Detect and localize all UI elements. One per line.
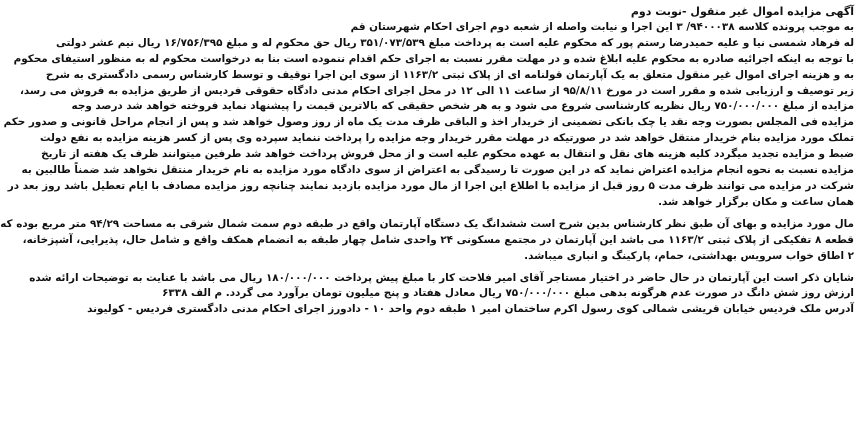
paragraph-line: شایان ذکر است این آپارتمان در حال حاضر در اختیار مستاجر آقای امیر فلاحت کار با مبلغ پیش پرداخت ۱۸۰/۰۰۰/۰۰۰ ریال می باشد با عنایت به توضیحات ارائه شده: [29, 271, 854, 284]
paragraph-line: شرکت در مزایده می توانند ظرف مدت ۵ روز قبل از مزایده با اطلاع این اجرا از مال مورد مزایده بازدید نمایند چنانچه روز مزایده مصادف با ایام تعطیل باشد روز بعد در: [7, 179, 854, 192]
paragraph-line: مزایده فی المجلس بصورت وجه نقد یا چک بانکی تضمینی از خریدار اخذ و الباقی ظرف مدت یک ماه از روز وصول خواهد شد و پس از انجام مراحل قانونی و صدور حکم: [3, 116, 854, 129]
paragraph-line: همان ساعت و مکان برگزار خواهد شد.: [658, 195, 854, 208]
notice-title: آگهی مزایده اموال غیر منقول -نوبت دوم: [630, 5, 854, 18]
notice-paragraph-property: [0, 217, 854, 265]
paragraph-line: ۲ اطاق خواب سرویس بهداشتی، حمام، پارکینگ و انباری میباشد.: [524, 249, 854, 262]
paragraph-line: مزایده از مبلغ ۷۵۰/۰۰۰/۰۰۰ ریال نظریه کارشناسی شروع می شود و به هر شخص حقیقی که بالاترین قیمت را پیشنهاد نماید فروخته خواهد شد درصد وجه: [71, 100, 854, 113]
paragraph-line: با توجه به اینکه اجرائیه صادره به محکوم علیه ابلاغ شده و در مهلت مقرر نسبت به اجرای حکم اقدام ننموده است بنا به درخواست محکوم له به منظور استیفای محکوم: [13, 52, 854, 65]
paragraph-line: ضبط و مزایده تجدید میگردد کلیه هزینه های نقل و انتقال به عهده محکوم علیه است و از محل فروش پرداخت خواهد شد طرفین میتوانند ظرف یک هفته از تاریخ: [41, 148, 854, 161]
paragraph-line: زیر توصیف و ارزیابی شده و مقرر است در مورخ ۹۵/۸/۱۱ از ساعت ۱۱ الی ۱۲ در محل اجرای احکام مدنی دادگاه حقوقی فردیس از طریق مزایده به فروش می رسد،: [19, 84, 854, 97]
paragraph-line: قطعه ۸ تفکیکی از پلاک ثبتی ۱۱۶۳/۲ می باشد این آپارتمان در مجتمع مسکونی ۲۴ واحدی شامل چهار طبقه به انضمام همکف واقع و شامل حال، پذیرایی، آشپزخانه،: [22, 233, 854, 246]
paragraph-line: تملک مورد مزایده بنام خریدار منتقل خواهد شد در صورتیکه در مهلت مقرر خریدار وجه مزایده را پرداخت ننماید سپرده وی پس از کسر هزینه مزایده به نفع دولت: [40, 132, 854, 145]
paragraph-line: به و هزینه اجرای اموال غیر منقول متعلق به یک آپارتمان قولنامه ای از پلاک ثبتی ۱۱۶۳/۲ از سوی این اجرا توقیف و توسط کارشناس رسمی دادگستری به شرح: [45, 68, 854, 81]
paragraph-line: ارزش روز شش دانگ در صورت عدم هرگونه بدهی مبلغ ۷۵۰/۰۰۰/۰۰۰ ریال معادل هفتاد و پنج میلیون تومان برآورد می گردد. م الف ۶۳۳۸: [162, 287, 854, 300]
notice-paragraph-terms: [3, 20, 854, 211]
paragraph-line: به موجب پرونده کلاسه ۹۴۰۰۰۳۸/ ۳ این اجرا و نیابت واصله از شعبه دوم اجرای احکام شهرستان قم: [350, 20, 854, 33]
paragraph-line: مال مورد مزایده و بهای آن طبق نظر کارشناس بدین شرح است ششدانگ یک دستگاه آپارتمان واقع در طبقه دوم سمت شمال شرقی به مساحت ۹۴/۲۹ متر مربع بوده که: [0, 217, 854, 230]
paragraph-line: له فرهاد شمسی نیا و علیه حمیدرضا رستم پور که محکوم علیه است به پرداخت مبلغ ۳۵۱/۰۷۳/۵۳۹ ریال حق محکوم له و مبلغ ۱۶/۷۵۶/۳۹۵ ریال نیم عشر دولتی: [55, 36, 854, 49]
notice-paragraph-value: [29, 271, 854, 319]
paragraph-line: آدرس ملک فردیس خیابان قریشی شمالی کوی رسول اکرم ساختمان امیر ۱ طبقه دوم واحد ۱۰ - دادورز اجرای احکام مدنی دادگستری فردیس - کولیوند: [87, 303, 854, 316]
paragraph-line: مزایده نسبت به نحوه انجام مزایده اعتراض نماید که در این صورت تا رسیدگی به اعتراض از سوی دادگاه مورد مزایده به نام خریدار منتقل نخواهد شد ضمناً طالبین به: [21, 164, 854, 177]
